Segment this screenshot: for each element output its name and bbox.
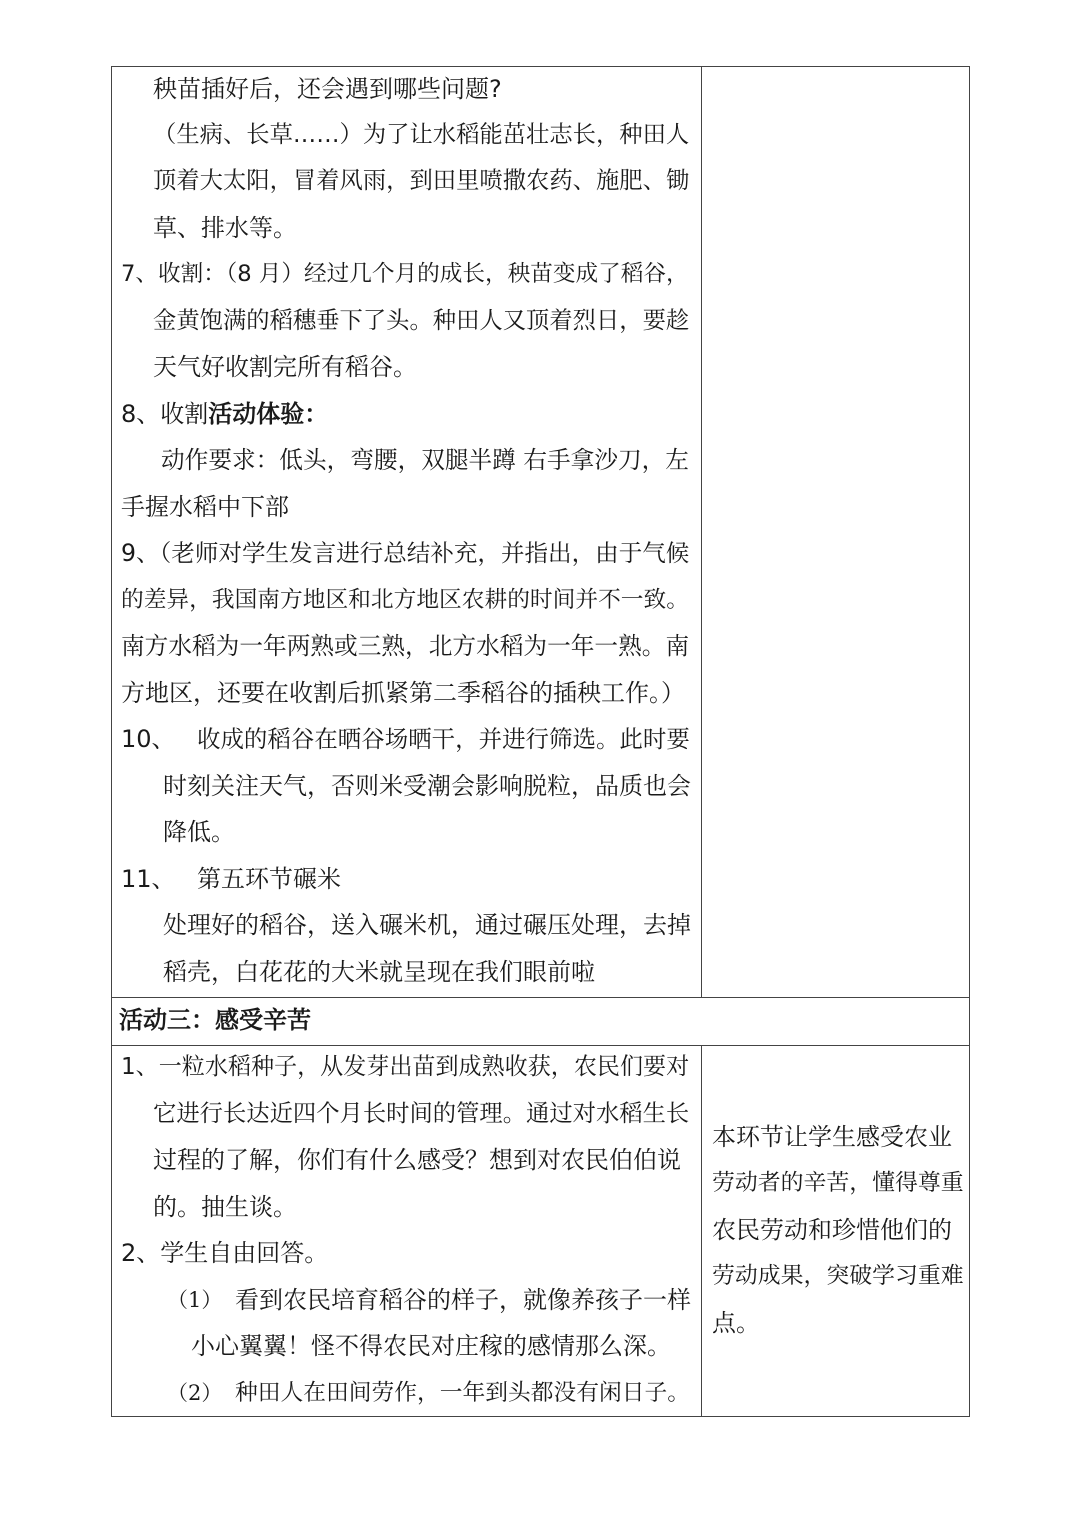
text-line: 9、（老师对学生发言进行总结补充，并指出，由于气候 xyxy=(121,539,690,567)
text-line: 天气好收割完所有稻谷。 xyxy=(153,353,417,381)
text-line: 种田人在田间劳作，一年到头都没有闲日子。 xyxy=(235,1380,690,1406)
note-line: 劳动成果，突破学习重难 xyxy=(712,1263,964,1289)
activity-three-title: 活动三：感受辛苦 xyxy=(119,1006,311,1034)
text-line: 处理好的稻谷，送入碾米机，通过碾压处理，去掉 xyxy=(163,911,691,939)
text-line: 的。抽生谈。 xyxy=(153,1193,297,1221)
text-line: 金黄饱满的稻穗垂下了头。种田人又顶着烈日，要趁 xyxy=(153,307,690,334)
item-11-number: 11、 xyxy=(121,865,176,893)
table-border-top xyxy=(111,66,970,67)
text-line: 1、一粒水稻种子，从发芽出苗到成熟收获，农民们要对 xyxy=(121,1054,690,1080)
text-line: 7、收割：（8 月）经过几个月的成长，秧苗变成了稻谷， xyxy=(121,261,689,287)
table-divider-upper xyxy=(701,66,702,997)
sub-item-1-number: （1） xyxy=(167,1288,223,1312)
table-border-right xyxy=(969,66,970,1417)
text-line: 方地区，还要在收割后抓紧第二季稻谷的插秧工作。） xyxy=(121,679,685,707)
text-line: 2、学生自由回答。 xyxy=(121,1239,329,1267)
text-line: 第五环节碾米 xyxy=(197,865,341,893)
text-line: 稻壳，白花花的大米就呈现在我们眼前啦 xyxy=(163,958,595,986)
text-line: （生病、长草……）为了让水稻能茁壮志长，种田人 xyxy=(153,121,690,148)
text-line: 草、排水等。 xyxy=(153,214,297,242)
note-line: 点。 xyxy=(712,1309,760,1337)
item-8-bold: 活动体验： xyxy=(208,400,329,428)
note-line: 劳动者的辛苦，懂得尊重 xyxy=(712,1170,964,1196)
text-line: 南方水稻为一年两熟或三熟，北方水稻为一年一熟。南 xyxy=(121,632,690,660)
text-line: 过程的了解，你们有什么感受？想到对农民伯伯说 xyxy=(153,1146,681,1174)
table-border-left xyxy=(111,66,112,1417)
text-line: 动作要求：低头，弯腰，双腿半蹲 右手拿沙刀，左 xyxy=(161,446,689,474)
item-8-prefix: 8、收割 xyxy=(121,400,209,428)
text-line: 的差异，我国南方地区和北方地区农耕的时间并不一致。 xyxy=(121,587,689,613)
text-line: 收成的稻谷在晒谷场晒干，并进行筛选。此时要 xyxy=(197,725,690,753)
sub-item-2-number: （2） xyxy=(167,1381,223,1405)
table-divider-lower xyxy=(701,1045,702,1416)
item-8-line xyxy=(121,399,328,429)
item-10-number: 10、 xyxy=(121,725,176,753)
text-line: 顶着大太阳，冒着风雨，到田里喷撒农药、施肥、锄 xyxy=(153,167,690,194)
table-border-row2 xyxy=(111,1045,970,1046)
text-line: 时刻关注天气，否则米受潮会影响脱粒，品质也会 xyxy=(163,772,691,800)
text-line: 看到农民培育稻谷的样子，就像养孩子一样 xyxy=(235,1286,691,1314)
table-border-bottom xyxy=(111,1416,970,1417)
text-line: 它进行长达近四个月长时间的管理。通过对水稻生长 xyxy=(153,1100,690,1127)
note-line: 本环节让学生感受农业 xyxy=(712,1123,952,1151)
text-line: 降低。 xyxy=(163,818,235,846)
text-line: 小心翼翼！怪不得农民对庄稼的感情那么深。 xyxy=(191,1332,671,1360)
table-border-row1 xyxy=(111,997,970,998)
text-line: 手握水稻中下部 xyxy=(121,493,289,521)
text-line: 秧苗插好后，还会遇到哪些问题? xyxy=(153,75,502,103)
note-line: 农民劳动和珍惜他们的 xyxy=(712,1216,952,1244)
